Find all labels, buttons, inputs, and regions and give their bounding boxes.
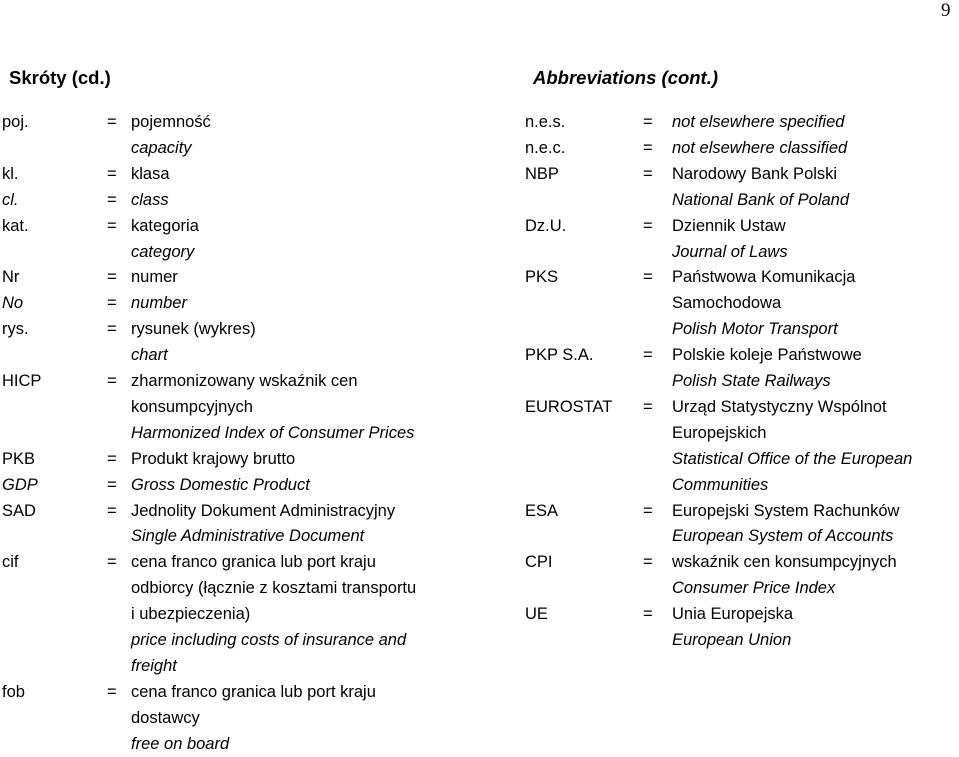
section-title-pl: Skróty (cd.) bbox=[9, 67, 111, 88]
equals-sign: = bbox=[643, 113, 653, 131]
page-number: 9 bbox=[941, 0, 951, 21]
abbreviation: fob bbox=[2, 682, 25, 701]
definition-text: Consumer Price Index bbox=[672, 579, 836, 598]
equals-sign: = bbox=[643, 605, 653, 624]
abbreviation-row bbox=[0, 472, 959, 498]
definition-text: price including costs of insurance and bbox=[131, 631, 407, 649]
abbreviation-row bbox=[0, 549, 959, 575]
definition-text: dostawcy bbox=[131, 708, 200, 727]
equals-sign: = bbox=[107, 682, 117, 701]
abbreviation: SAD bbox=[2, 501, 36, 520]
abbreviation-row bbox=[0, 705, 959, 731]
definition-text: odbiorcy (łącznie z kosztami transportu bbox=[131, 579, 417, 598]
abbreviation-row bbox=[0, 601, 959, 627]
abbreviation-row bbox=[0, 627, 959, 653]
definition-text: zharmonizowany wskaźnik cen bbox=[131, 372, 358, 390]
abbreviation-row bbox=[0, 679, 959, 705]
abbreviation: Nr bbox=[2, 268, 20, 287]
definition-text: Gross Domestic Product bbox=[131, 475, 310, 494]
equals-sign: = bbox=[107, 320, 117, 339]
definition-text: klasa bbox=[131, 164, 170, 183]
equals-sign: = bbox=[107, 553, 117, 572]
abbreviation-row bbox=[0, 394, 959, 420]
definition-text: cena franco granica lub port kraju bbox=[131, 553, 376, 572]
definition-text: Polish Motor Transport bbox=[672, 320, 838, 339]
definition-text: National Bank of Poland bbox=[672, 190, 850, 209]
definition-text: konsumpcyjnych bbox=[131, 397, 253, 416]
equals-sign: = bbox=[107, 113, 117, 131]
abbreviation-row bbox=[0, 290, 959, 316]
abbreviation-row bbox=[0, 109, 959, 135]
definition-text: Unia Europejska bbox=[672, 605, 794, 624]
definition-text: European System of Accounts bbox=[672, 527, 894, 546]
abbreviation: CPI bbox=[525, 553, 553, 572]
abbreviation-row bbox=[0, 446, 959, 472]
definition-text: Dziennik Ustaw bbox=[672, 216, 786, 235]
definition-text: Harmonized Index of Consumer Prices bbox=[131, 423, 415, 442]
definition-text: i ubezpieczenia) bbox=[131, 605, 251, 624]
abbreviation: UE bbox=[525, 605, 548, 624]
definition-text: free on board bbox=[131, 734, 230, 753]
abbreviation-row bbox=[0, 316, 959, 342]
abbreviation: Dz.U. bbox=[525, 216, 567, 235]
abbreviation-row bbox=[0, 161, 959, 187]
abbreviation: ESA bbox=[525, 501, 559, 520]
equals-sign: = bbox=[107, 501, 117, 520]
abbreviation: poj. bbox=[2, 113, 29, 131]
definition-text: Jednolity Dokument Administracyjny bbox=[131, 501, 396, 520]
abbreviation-row bbox=[0, 498, 959, 524]
equals-sign: = bbox=[107, 475, 117, 494]
equals-sign: = bbox=[643, 501, 653, 520]
abbreviation-row bbox=[0, 342, 959, 368]
abbreviation: kl. bbox=[2, 164, 19, 183]
abbreviation-row bbox=[0, 420, 959, 446]
definition-text: wskaźnik cen konsumpcyjnych bbox=[672, 553, 897, 572]
definition-text: Państwowa Komunikacja bbox=[672, 268, 856, 287]
definition-text: number bbox=[131, 294, 187, 313]
definition-text: not elsewhere specified bbox=[672, 113, 845, 131]
definition-text: category bbox=[131, 242, 195, 261]
definition-text: freight bbox=[131, 656, 177, 675]
equals-sign: = bbox=[107, 164, 117, 183]
equals-sign: = bbox=[643, 553, 653, 572]
definition-text: Journal of Laws bbox=[672, 242, 788, 261]
abbreviation-row bbox=[0, 523, 959, 549]
definition-text: Urząd Statystyczny Wspólnot bbox=[672, 397, 887, 416]
definition-text: Single Administrative Document bbox=[131, 527, 365, 546]
definition-text: kategoria bbox=[131, 216, 199, 235]
definition-text: Polish State Railways bbox=[672, 372, 831, 390]
equals-sign: = bbox=[643, 346, 653, 365]
abbreviation: PKP S.A. bbox=[525, 346, 594, 365]
abbreviation: NBP bbox=[525, 164, 559, 183]
abbreviation-row bbox=[0, 187, 959, 213]
equals-sign: = bbox=[107, 449, 117, 468]
definition-text: rysunek (wykres) bbox=[131, 320, 256, 339]
definition-text: pojemność bbox=[131, 113, 211, 131]
abbreviation: PKB bbox=[2, 449, 36, 468]
abbreviation: No bbox=[2, 294, 24, 313]
definition-text: capacity bbox=[131, 138, 192, 157]
definition-text: not elsewhere classified bbox=[672, 138, 848, 157]
equals-sign: = bbox=[643, 268, 653, 287]
equals-sign: = bbox=[107, 294, 117, 313]
definition-text: Europejski System Rachunków bbox=[672, 501, 900, 520]
abbreviation: kat. bbox=[2, 216, 29, 235]
abbreviation-row bbox=[0, 575, 959, 601]
definition-text: Polskie koleje Państwowe bbox=[672, 346, 862, 365]
definition-text: class bbox=[131, 190, 169, 209]
equals-sign: = bbox=[107, 268, 117, 287]
definition-text: Produkt krajowy brutto bbox=[131, 449, 296, 468]
abbreviation: rys. bbox=[2, 320, 29, 339]
abbreviation: PKS bbox=[525, 268, 559, 287]
definition-text: Samochodowa bbox=[672, 294, 782, 313]
abbreviation: EUROSTAT bbox=[525, 397, 613, 416]
abbreviation: n.e.s. bbox=[525, 113, 566, 131]
abbreviation-row bbox=[0, 264, 959, 290]
abbreviation: cif bbox=[2, 553, 19, 572]
equals-sign: = bbox=[107, 372, 117, 390]
abbreviation-row bbox=[0, 239, 959, 265]
abbreviation: cl. bbox=[2, 190, 19, 209]
equals-sign: = bbox=[643, 397, 653, 416]
definition-text: cena franco granica lub port kraju bbox=[131, 682, 376, 701]
abbreviation: n.e.c. bbox=[525, 138, 566, 157]
definition-text: Europejskich bbox=[672, 423, 767, 442]
abbreviation-row bbox=[0, 368, 959, 394]
definition-text: chart bbox=[131, 346, 168, 365]
equals-sign: = bbox=[107, 190, 117, 209]
definition-text: Statistical Office of the European bbox=[672, 449, 913, 468]
section-title-en: Abbreviations (cont.) bbox=[533, 67, 719, 88]
abbreviation-row bbox=[0, 653, 959, 679]
equals-sign: = bbox=[643, 164, 653, 183]
definition-text: Narodowy Bank Polski bbox=[672, 164, 838, 183]
equals-sign: = bbox=[643, 138, 653, 157]
equals-sign: = bbox=[643, 216, 653, 235]
definition-text: European Union bbox=[672, 631, 792, 649]
abbreviation: GDP bbox=[2, 475, 38, 494]
definition-text: numer bbox=[131, 268, 178, 287]
equals-sign: = bbox=[107, 216, 117, 235]
abbreviation-row bbox=[0, 135, 959, 161]
definition-text: Communities bbox=[672, 475, 769, 494]
abbreviation: HICP bbox=[2, 372, 42, 390]
abbreviation-row bbox=[0, 213, 959, 239]
